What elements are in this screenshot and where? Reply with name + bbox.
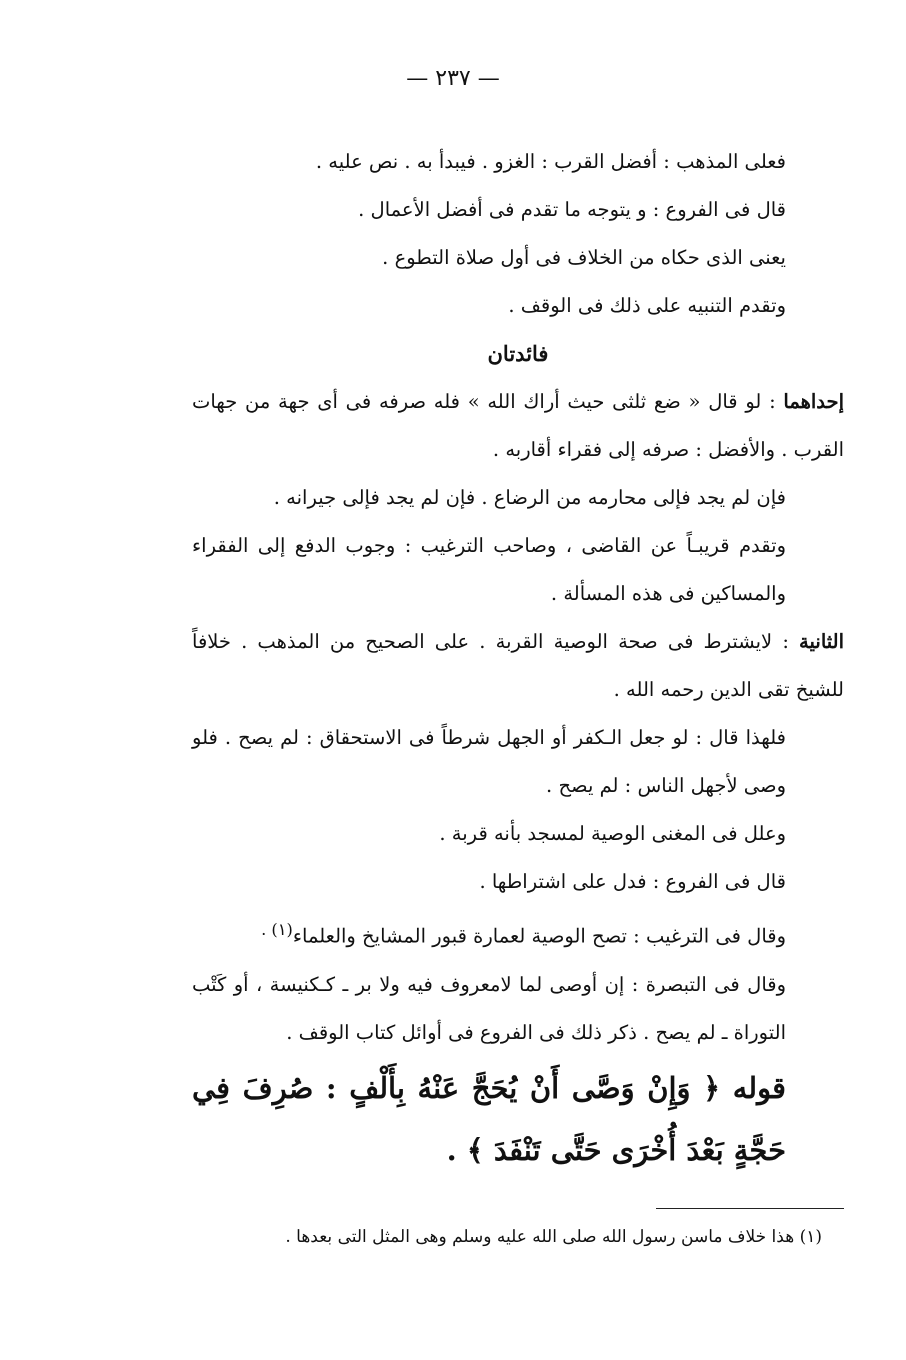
first-benefit-label: إحداهما (783, 390, 844, 413)
footnote-divider (656, 1208, 844, 1209)
quoted-text: ﴿ وَإِنْ وَصَّى أَنْ يُحَجَّ عَنْهُ بِأَلْفٍ : صُرِفَ فِي حَجَّةٍ بَعْدَ أُخْرَى حَتَّى تَنْفَدَ ﴾ (192, 1070, 786, 1167)
paragraph-13: وقال فى التبصرة : إن أوصى لما لامعروف فيه ولا بر ـ كـكنيسة ، أو كَتْب التوراة ـ لم يصح . ذكر ذلك فى الفروع فى أوائل كتاب الوقف . (192, 972, 786, 1044)
paragraph-4: وتقدم التنبيه على ذلك فى الوقف . (508, 294, 786, 317)
section-heading: فائدتان (487, 341, 549, 366)
quoted-text-lead: قوله (732, 1070, 786, 1105)
paragraph-second-benefit (192, 618, 844, 714)
paragraph-1: فعلى المذهب : أفضل القرب : الغزو . فيبدأ به . نص عليه . (315, 150, 786, 173)
paragraph-11: قال فى الفروع : فدل على اشتراطها . (479, 870, 786, 893)
paragraph-12-text: وقال فى الترغيب : تصح الوصية لعمارة قبور المشايخ والعلماء (292, 924, 786, 948)
quoted-text-paragraph (192, 1057, 844, 1181)
paragraph-2: قال فى الفروع : و يتوجه ما تقدم فى أفضل الأعمال . (358, 198, 786, 221)
paragraph-12 (192, 906, 844, 961)
footnote-marker: (١) . (261, 920, 293, 939)
main-text (192, 138, 844, 1181)
first-benefit-text: : لو قال « ضع ثلثى حيث أراك الله » فله صرفه فى أى جهة من جهات القرب . والأفضل : صرفه إلى فقراء أقاربه . (192, 390, 844, 461)
paragraph-6: فإن لم يجد فإلى محارمه من الرضاع . فإن لم يجد فإلى جيرانه . (273, 486, 786, 509)
second-benefit-text: : لايشترط فى صحة الوصية القربة . على الصحيح من المذهب . خلافاً للشيخ تقى الدين رحمه الله . (192, 630, 844, 701)
footnote: (١) هذا خلاف ماسن رسول الله صلى الله عليه وسلم وهى المثل التى بعدها . (285, 1227, 822, 1247)
quoted-text-end: . (446, 1132, 457, 1167)
paragraph-3: يعنى الذى حكاه من الخلاف فى أول صلاة التطوع . (382, 246, 786, 269)
second-benefit-label: الثانية (799, 630, 844, 653)
paragraph-9: فلهذا قال : لو جعل الـكفر أو الجهل شرطاً فى الاستحقاق : لم يصح . فلو وصى لأجهل الناس : لم يصح . (192, 726, 786, 797)
paragraph-first-benefit (192, 378, 844, 474)
paragraph-7: وتقدم قريبـاً عن القاضى ، وصاحب الترغيب : وجوب الدفع إلى الفقراء والمساكين فى هذه المسألة . (192, 534, 786, 605)
paragraph-10: وعلل فى المغنى الوصية لمسجد بأنه قربة . (439, 822, 786, 845)
page-number: — ٢٣٧ — (406, 66, 500, 91)
